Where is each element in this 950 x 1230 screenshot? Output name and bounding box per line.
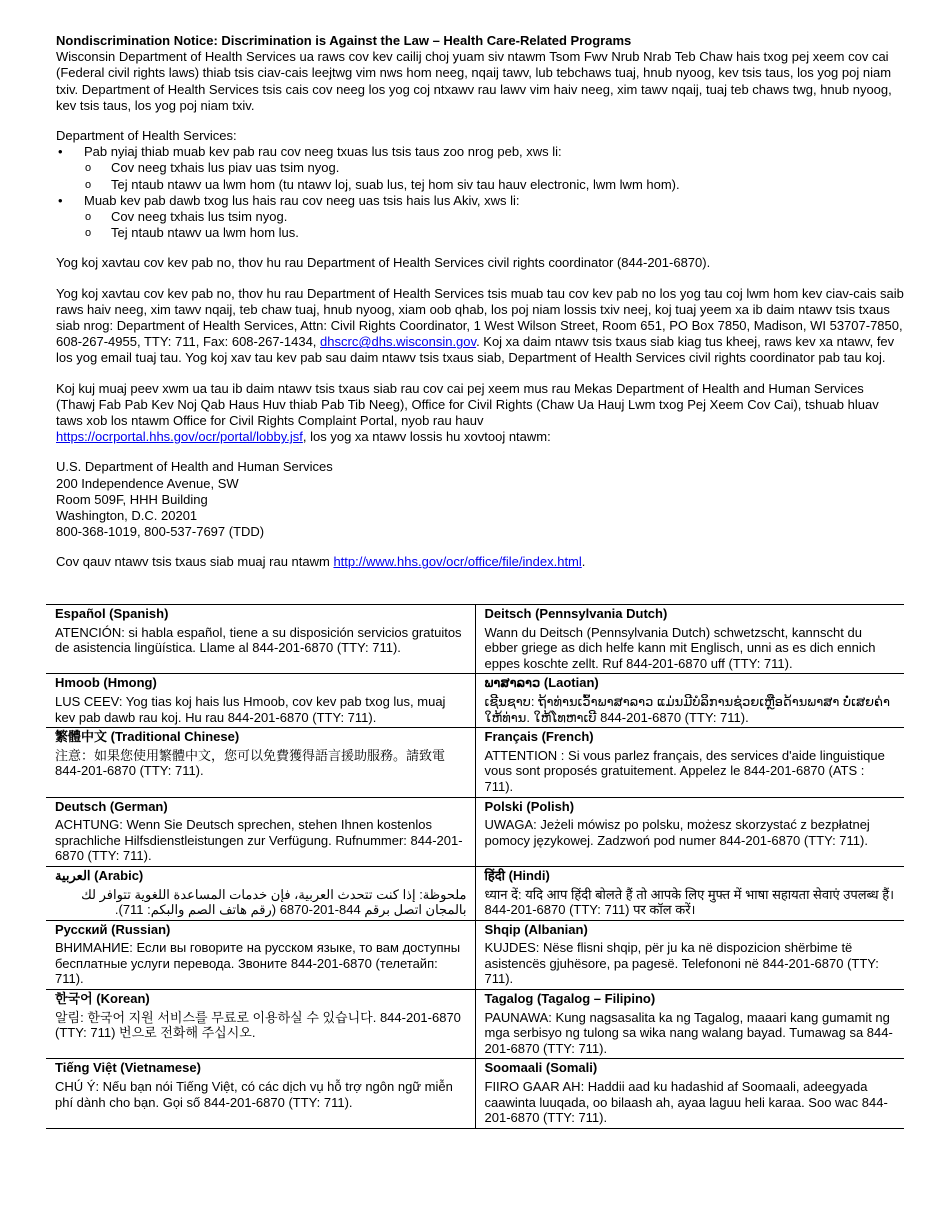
address-line: Room 509F, HHH Building (56, 491, 208, 507)
language-heading: Shqip (Albanian) (484, 921, 588, 937)
forms-text-end: . (581, 554, 586, 570)
language-heading: 한국어 (Korean) (55, 991, 150, 1007)
table-row (46, 605, 904, 674)
address-line: Washington, D.C. 20201 (56, 508, 198, 524)
language-body: KUJDES: Nëse flisni shqip, për ju ka në dispozicion shërbime të asistencës gjuhësore, pa pagesë. Telefononi në 844-201-6870 (TTY: 711). (484, 940, 879, 987)
list-item (84, 144, 906, 193)
language-heading: Deitsch (Pennsylvania Dutch) (484, 606, 668, 621)
language-body: ATENCIÓN: si habla español, tiene a su disposición servicios gratuitos de asistencia lingüística. Llame al 844-201-6870 (TTY: 711). (55, 624, 462, 656)
table-row (46, 674, 904, 728)
notice-title: Nondiscrimination Notice: Discrimination is Against the Law – Health Care-Related Programs (56, 33, 632, 48)
address-line: 800-368-1019, 800-537-7697 (TDD) (56, 524, 265, 540)
ocr-text: Koj kuj muaj peev xwm ua tau ib daim ntawv tsis txaus siab rau cov cai pej xeem mus rau Mekas Department of Health and Human Services (Thawj Fab Pab Kev Noj Qab Haus Huv thiab Pab Tib Neeg), Office for Civil Rights (Chaw Ua Hauj Lwm txog Pej Xeem Cov Cai), tshuab hluav taws xob los ntawm Office for Civil Rights Complaint Portal, nyob rau hauv (56, 380, 879, 429)
language-heading: Français (French) (484, 729, 594, 745)
language-body: 알림: 한국어 지원 서비스를 무료로 이용하실 수 있습니다. 844-201-6870 (TTY: 711) 번으로 전화해 주십시오. (55, 1009, 461, 1041)
language-body: CHÚ Ý: Nếu bạn nói Tiếng Việt, có các dịch vụ hỗ trợ ngôn ngữ miễn phí dành cho bạn. Gọi số 844-201-6870 (TTY: 711). (55, 1079, 453, 1110)
language-cell (46, 605, 475, 674)
ocr-paragraph (56, 381, 906, 446)
language-cell (475, 674, 904, 728)
language-heading: Español (Spanish) (55, 606, 169, 621)
list-item: o Cov neeg txhais lus piav uas tsim nyog. (111, 160, 906, 176)
ocr-text-end: , los yog xa ntawv lossis hu xovtooj ntawm: (302, 429, 551, 445)
language-cell (475, 728, 904, 797)
language-body: 注意：如果您使用繁體中文，您可以免費獲得語言援助服務。請致電 844-201-6870 (TTY: 711). (55, 747, 446, 779)
forms-text: Cov qauv ntawv tsis txaus siab muaj rau ntawm (56, 554, 334, 570)
notice-body (56, 33, 906, 571)
language-cell (475, 866, 904, 920)
list-item (84, 193, 906, 242)
language-cell (475, 797, 904, 866)
list-item: o Tej ntaub ntawv ua lwm hom (tu ntawv loj, suab lus, tej hom siv tau hauv electronic, lwm lwm hom). (111, 177, 906, 193)
language-heading: Polski (Polish) (484, 798, 575, 814)
coordinator-paragraph: Yog koj xavtau cov kev pab no, thov hu rau Department of Health Services civil rights coordinator (844-201-6870). (56, 255, 711, 271)
language-cell (46, 990, 475, 1059)
ocr-portal-link[interactable]: https://ocrportal.hhs.gov/ocr/portal/lobby.jsf (56, 429, 303, 445)
grievance-text: Yog koj xavtau cov kev pab no, thov hu rau Department of Health Services tsis muab tau cov kev pab no los yog tau coj lwm hom kev ciav-cais saib raws haiv neeg, xim tawv nqaij, teb chaw tuaj, hnub nyoog, xiam oob qhab, los poj niam lossis txiv neej, koj tuaj yeem xa ib daim ntawv tsis txaus siab nrog: Department of Health Services, Attn: Civil Rights Coordinator, 1 West Wilson Street, Room 651, PO Box 7850, Madison, WI 53707-7850, 608-267-4955, TTY: 711, Fax: 608-267-1434, (56, 285, 904, 350)
grievance-paragraph (56, 286, 906, 367)
language-cell (46, 920, 475, 989)
language-heading: العربية (Arabic) (55, 867, 144, 883)
language-body: ВНИМАНИЕ: Если вы говорите на русском языке, то вам доступны бесплатные услуги перевода. Звоните 844-201-6870 (телетайп: 711). (55, 940, 461, 987)
language-cell (475, 1059, 904, 1128)
table-row (46, 728, 904, 797)
forms-paragraph (56, 554, 906, 570)
language-heading: हिंदी (Hindi) (484, 867, 550, 883)
language-body: LUS CEEV: Yog tias koj hais lus Hmoob, cov kev pab txog lus, muaj kev pab dawb rau koj. Hu rau 844-201-6870 (TTY: 711). (55, 693, 446, 725)
language-cell (46, 728, 475, 797)
language-cell (46, 797, 475, 866)
table-row (46, 1059, 904, 1128)
language-cell (475, 920, 904, 989)
table-row (46, 797, 904, 866)
language-body: FIIRO GAAR AH: Haddii aad ku hadashid af Soomaali, adeegyada caawinta luuqada, oo bilaash ah, ayaa laguu heli karaa. Soo wac 844-201-6870 (TTY: 711). (484, 1079, 888, 1126)
language-cell (46, 674, 475, 728)
language-body: ACHTUNG: Wenn Sie Deutsch sprechen, stehen Ihnen kostenlos sprachliche Hilfsdienstleistungen zur Verfügung. Rufnummer: 844-201-6870 (TTY: 711). (55, 817, 463, 864)
language-heading: Русский (Russian) (55, 921, 171, 937)
language-heading: Tiếng Việt (Vietnamese) (55, 1060, 201, 1076)
email-link[interactable]: dhscrc@dhs.wisconsin.gov (320, 334, 477, 350)
language-body: ध्यान दें: यदि आप हिंदी बोलते हैं तो आपके लिए मुफ्त में भाषा सहायता सेवाएं उपलब्ध हैं। 844-201-6870 (TTY: 711) पर कॉल करें। (484, 886, 895, 918)
language-body: ເຊີນຊາບ: ຖ້າທ່ານເວົ້າພາສາລາວ ແມ່ນມີບໍລິການຊ່ວຍເຫຼືອດ້ານພາສາ ບໍ່ເສຍຄ່າໃຫ້ທ່ານ. ໃຫ້ໂທຫາເບີ 844-201-6870 (TTY: 711). (484, 693, 891, 725)
table-row (46, 866, 904, 920)
language-heading: ພາສາລາວ (Laotian) (484, 675, 599, 691)
language-body: ملحوظة: إذا كنت تتحدث العربية، فإن خدمات المساعدة اللغوية تتوافر لك بالمجان اتصل برقم 844-201-6870 (رقم هاتف الصم والبكم: 711). (81, 886, 467, 918)
language-cell (46, 1059, 475, 1128)
dept-heading: Department of Health Services: (56, 128, 237, 144)
language-body: ATTENTION : Si vous parlez français, des services d'aide linguistique vous sont proposés gratuitement. Appelez le 844-201-6870 (ATS : 711). (484, 747, 885, 794)
grievance-text-end: . Koj xa daim ntawv tsis txaus siab kiag tus kheej, raws kev xa ntawv, fev los yog email tuaj tau. Yog koj xav tau kev pab sau daim ntawv tsis txaus siab, Department of Health Services civil rights coordinator pab tau koj. (56, 334, 895, 366)
language-heading: Hmoob (Hmong) (55, 675, 157, 691)
table-row (46, 920, 904, 989)
language-heading: 繁體中文 (Traditional Chinese) (55, 729, 240, 745)
language-body: PAUNAWA: Kung nagsasalita ka ng Tagalog, maaari kang gumamit ng mga serbisyo ng tulong sa wika nang walang bayad. Tumawag sa 844-201-6870 (TTY: 711). (484, 1009, 893, 1056)
intro-paragraph: Wisconsin Department of Health Services ua raws cov kev cailij choj yuam siv ntawm Tsom Fwv Nrub Nrab Teb Chaw hais txog pej xeem cov cai (Federal civil rights laws) thiab tsis ciav-cais leejtwg vim nws hom neeg, nqaij tawv, lub tebchaws tuaj, hnub nyoog, kev tsis taus, los yog poj niam txiv. Department of Health Services tsis cais cov neeg los yog coj ntxawv rau lawv vim haiv neeg, xim tawv nqaij, tuaj teb chaws twg, hnub nyoog, kev tsis taus, los yog poj niam txiv. (56, 49, 892, 113)
list-item: o Tej ntaub ntawv ua lwm hom lus. (111, 225, 906, 241)
bullet-text: Muab kev pab dawb txog lus hais rau cov neeg uas tsis hais lus Akiv, xws li: (84, 192, 520, 208)
table-row (46, 990, 904, 1059)
list-item: o Cov neeg txhais lus tsim nyog. (111, 209, 906, 225)
address-line: U.S. Department of Health and Human Services (56, 459, 333, 475)
language-body: UWAGA: Jeżeli mówisz po polsku, możesz skorzystać z bezpłatnej pomocy językowej. Zadzwoń pod numer 844-201-6870 (TTY: 711). (484, 817, 870, 848)
language-cell (475, 605, 904, 674)
language-heading: Deutsch (German) (55, 798, 168, 814)
services-list (56, 144, 906, 241)
bullet-text: Pab nyiaj thiab muab kev pab rau cov neeg txuas lus tsis taus zoo nrog peb, xws li: (84, 144, 562, 160)
language-cell (475, 990, 904, 1059)
language-cell (46, 866, 475, 920)
hhs-address (56, 459, 906, 540)
language-heading: Soomaali (Somali) (484, 1060, 598, 1076)
language-body: Wann du Deitsch (Pennsylvania Dutch) schwetzscht, kannscht du ebber griege as dich helfe kann mit Englisch, unni as es dich ennich eppes koschte zellt. Ruf 844-201-6870 uff (TTY: 711). (484, 624, 876, 671)
forms-link[interactable]: http://www.hhs.gov/ocr/office/file/index.html (333, 554, 582, 570)
address-line: 200 Independence Avenue, SW (56, 475, 239, 491)
language-assistance-table (46, 604, 904, 1129)
language-heading: Tagalog (Tagalog – Filipino) (484, 991, 656, 1007)
